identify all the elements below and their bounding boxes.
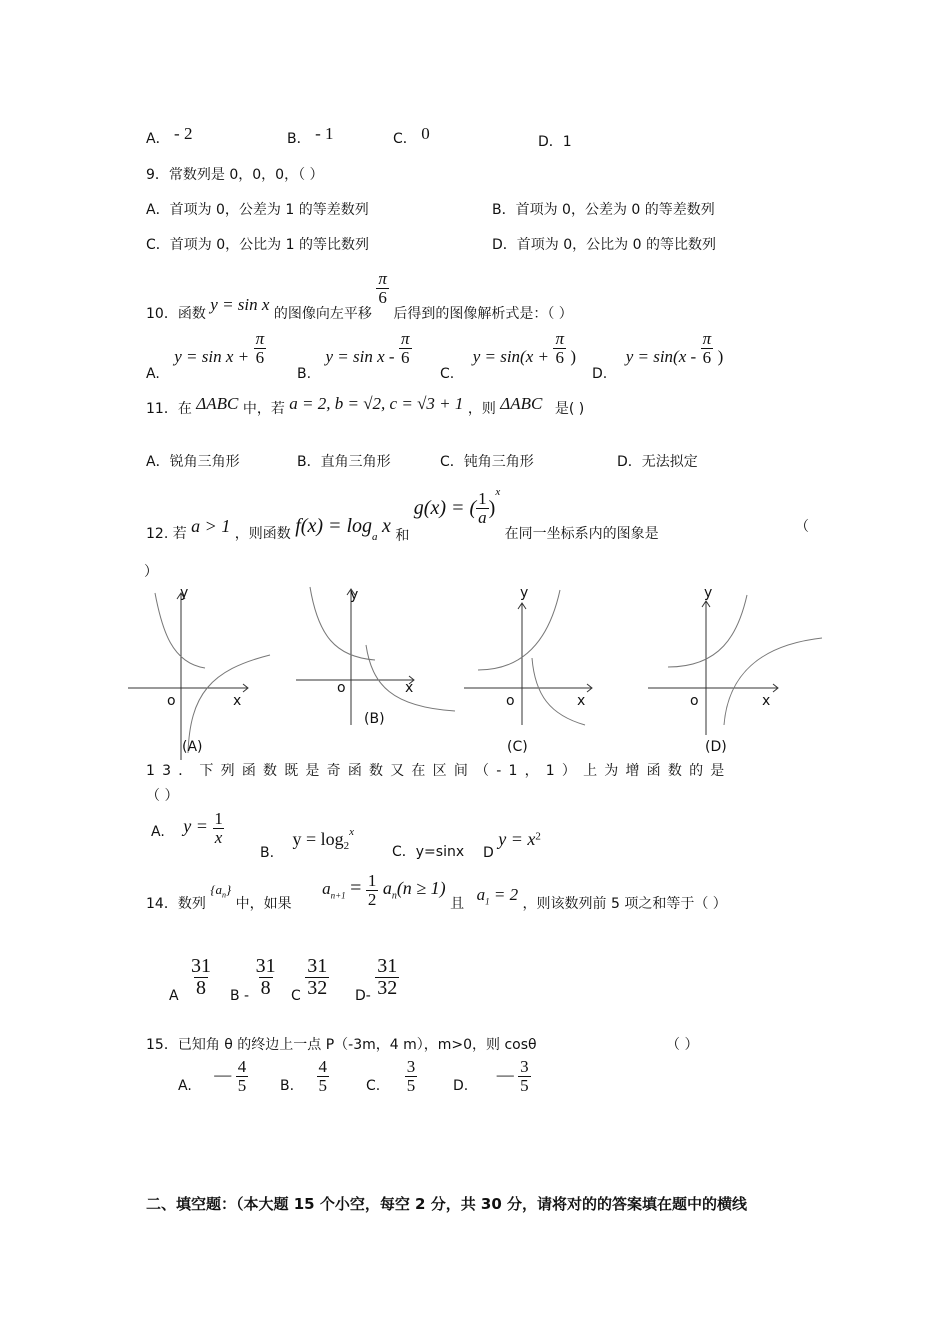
- q14-stem: [146, 871, 727, 915]
- q11-post1: ，则: [467, 401, 496, 417]
- graph-b-y-label: y: [350, 587, 359, 603]
- q10-shift-num: π: [378, 269, 387, 288]
- graph-b-exp-curve: [310, 587, 375, 660]
- graph-c-y-label: y: [520, 585, 529, 601]
- q15-d-num: 3: [520, 1057, 529, 1076]
- q10-shift-den: 6: [378, 287, 387, 307]
- q15-a-sign: —: [214, 1065, 232, 1085]
- q14-rec-rhs: [382, 878, 446, 902]
- q13-paren: （ ）: [146, 788, 179, 804]
- q14-a-num: 31: [191, 955, 212, 977]
- q12-graph-b: [296, 587, 455, 725]
- q14-rec-fraction: [366, 872, 379, 909]
- q14-d-num: 31: [377, 955, 398, 977]
- q14-rec-eq: =: [350, 877, 362, 900]
- q14-b-fraction: [254, 956, 278, 999]
- graph-c-log-curve: [532, 658, 585, 725]
- q8-options: [146, 124, 193, 148]
- q8-option-d: D．1: [538, 134, 572, 150]
- q10-c-expr: y = sin(x +: [472, 347, 549, 367]
- q14-d-den: 32: [377, 977, 398, 999]
- q12-suffix: 在同一坐标系内的图象是: [504, 526, 659, 543]
- q15-d-den: 5: [520, 1075, 529, 1095]
- q8-option-c-value: 0: [421, 124, 430, 143]
- q8-option-b-value: - 1: [315, 124, 334, 143]
- q10-d-fraction: [701, 330, 714, 367]
- q15-b-label: B.: [280, 1078, 295, 1095]
- q13-option-a: [151, 810, 225, 847]
- q10-c-close: ): [570, 347, 577, 367]
- graph-c-origin: o: [506, 693, 515, 709]
- q11-option-a: A．锐角三角形: [146, 454, 240, 470]
- graph-a-origin: o: [167, 693, 176, 709]
- graph-b-caption: (B): [364, 711, 385, 727]
- q8-option-b-label: B．: [287, 131, 311, 147]
- q15-option-d: [453, 1058, 531, 1095]
- q10-d-expr: y = sin(x -: [625, 347, 697, 367]
- q12-middle: ，则函数: [234, 526, 291, 543]
- q11-stem: [146, 394, 585, 417]
- q8-option-b: [287, 124, 334, 148]
- q15-stem: 15．已知角 θ 的终边上一点 P（-3m，4 m），m>0，则 cosθ: [146, 1037, 537, 1053]
- q12-g: g(x) = (: [413, 497, 477, 520]
- q14-c-num: 31: [307, 955, 328, 977]
- q14-option-d: [355, 955, 399, 1004]
- q15-option-b: [280, 1058, 329, 1095]
- q8-option-a-value: - 2: [174, 124, 193, 143]
- q13-stem: 13．下列函数既是奇函数又在区间（-1，1）上为增函数的是: [146, 763, 732, 779]
- q10-d-label: D.: [592, 366, 608, 383]
- q15-option-c: [366, 1058, 417, 1095]
- q8-option-c: [393, 124, 430, 148]
- q10-c-fraction: [553, 330, 566, 367]
- q15-c-fraction: [405, 1058, 418, 1095]
- q14-init-sub: 1: [485, 896, 490, 907]
- q14-seq: [210, 882, 232, 900]
- q12-stem: [146, 484, 659, 545]
- q15-c-den: 5: [406, 1075, 416, 1095]
- q14-rec-den: 2: [367, 889, 377, 909]
- q13-d-label: D: [483, 845, 494, 861]
- graph-a-exp-curve: [155, 593, 205, 668]
- q14-seq-open: {a: [210, 882, 222, 898]
- q14-b-label: B -: [230, 987, 250, 1004]
- q14-b-num: 31: [255, 955, 276, 977]
- q10-b-label: B.: [297, 366, 312, 383]
- q12-graph-d: [648, 595, 822, 735]
- q14-option-b: [230, 955, 278, 1004]
- q11-middle: 中，若: [242, 401, 285, 417]
- q14-rec-rhs-a: a: [382, 878, 392, 899]
- q14-rec-cond: (n ≥ 1): [396, 878, 446, 899]
- q12-condition: a > 1: [191, 516, 231, 537]
- q9-option-a: A．首项为 0，公差为 1 的等差数列: [146, 202, 369, 218]
- graph-d-x-label: x: [762, 693, 771, 709]
- q14-rec-lhs-sub: n+1: [330, 890, 346, 901]
- q10-b-num: π: [401, 329, 410, 348]
- q12-f: f(x) = log: [295, 515, 373, 538]
- q12-paren-open: （: [795, 519, 809, 535]
- q12-graph-c: [464, 590, 592, 725]
- q14-rec-lhs: [322, 879, 346, 901]
- q14-init: [476, 885, 519, 907]
- q12-and: 和: [395, 528, 410, 545]
- q15-c-num: 3: [406, 1057, 416, 1076]
- q14-middle: 中，如果: [235, 896, 292, 913]
- q15-c-label: C.: [366, 1078, 381, 1095]
- graph-b-origin: o: [337, 680, 346, 696]
- q10-a-fraction: [254, 330, 267, 367]
- q14-init-a: a: [476, 885, 486, 905]
- q15-a-den: 5: [237, 1075, 247, 1095]
- graph-d-log-curve: [724, 638, 822, 725]
- q10-shift-fraction: [376, 270, 389, 307]
- q13-a-den: x: [214, 827, 223, 847]
- q15-option-a: [178, 1058, 248, 1095]
- q10-a-num: π: [255, 329, 265, 348]
- q13-option-d: [483, 829, 541, 861]
- q13-b-sup: x: [349, 826, 355, 839]
- q14-a-den: 8: [196, 977, 207, 999]
- graph-d-origin: o: [690, 693, 699, 709]
- q15-a-num: 4: [237, 1057, 247, 1076]
- q10-d-den: 6: [702, 347, 712, 367]
- q12-f-sub: a: [372, 531, 378, 544]
- q10-d-close: ): [717, 347, 724, 367]
- q10-option-d: [592, 329, 724, 383]
- q10-option-b: [297, 329, 412, 383]
- q15-a-label: A.: [178, 1078, 192, 1095]
- q15-paren: （ ）: [666, 1037, 699, 1053]
- q14-rec-lhs-a: a: [322, 879, 331, 899]
- graph-c-caption: (C): [507, 739, 528, 755]
- q14-seq-sub: n: [221, 890, 226, 900]
- q15-b-fraction: [317, 1058, 330, 1095]
- q10-b-fraction: [399, 330, 412, 367]
- q14-c-label: C: [291, 987, 301, 1004]
- q10-d-num: π: [702, 329, 712, 348]
- q13-a-expr: y =: [183, 816, 208, 837]
- q13-d-sup: 2: [535, 830, 541, 843]
- q15-b-den: 5: [318, 1075, 328, 1095]
- q10-c-den: 6: [555, 347, 564, 367]
- q13-b-sub: 2: [343, 839, 350, 852]
- q14-d-fraction: [375, 956, 399, 999]
- q10-a-expr: y = sin x +: [174, 347, 250, 367]
- q13-b-expr: y = log: [292, 829, 344, 849]
- q9-stem: 9．常数列是 0，0，0，（ ）: [146, 167, 324, 183]
- q11-condition: a = 2, b = √2, c = √3 + 1: [289, 394, 464, 413]
- q15-d-sign: —: [496, 1065, 514, 1085]
- q13-a-fraction: [212, 810, 225, 847]
- graph-a-caption: (A): [182, 739, 203, 755]
- q10-suffix: 后得到的图像解析式是：（ ）: [393, 306, 573, 323]
- q14-b-den: 8: [260, 977, 271, 999]
- q13-b-label: B.: [260, 845, 275, 861]
- q10-option-c: [440, 329, 577, 383]
- q14-option-c: [291, 955, 329, 1004]
- q12-g-close: ): [488, 497, 496, 520]
- graph-b-log-curve: [366, 645, 455, 711]
- q10-option-a: [146, 329, 266, 383]
- q14-rec-rhs-sub: n: [391, 890, 397, 902]
- q10-middle: 的图像向左平移: [273, 306, 372, 323]
- q10-c-label: C.: [440, 366, 455, 383]
- q11-option-c: C．钝角三角形: [440, 454, 534, 470]
- q14-suffix: ，则该数列前 5 项之和等于（ ）: [522, 896, 727, 913]
- q14-a-label: A: [169, 987, 179, 1004]
- q9-option-d: D．首项为 0，公比为 0 的等比数列: [492, 237, 716, 253]
- q13-a-label: A.: [151, 824, 165, 841]
- q12-g-den: a: [478, 507, 487, 527]
- q10-b-expr: y = sin x -: [325, 347, 395, 367]
- q15-a-fraction: [236, 1058, 249, 1095]
- q11-triangle-2: ΔABC: [500, 394, 543, 413]
- q12-g-num: 1: [478, 489, 487, 508]
- q14-seq-close: }: [225, 882, 232, 898]
- q10-b-den: 6: [401, 347, 410, 367]
- q8-option-a-label: A．: [146, 131, 170, 147]
- q14-d-label: D-: [355, 987, 371, 1004]
- section-2-title: 二、填空题：（本大题 15 个小空，每空 2 分，共 30 分，请将对的的答案填在题中的横线: [146, 1195, 748, 1213]
- q14-init-val: = 2: [493, 885, 519, 905]
- q12-f-x: x: [382, 515, 391, 538]
- q14-rec-num: 1: [367, 871, 377, 890]
- q11-prefix: 11．在: [146, 401, 192, 417]
- q8-option-c-label: C．: [393, 131, 417, 147]
- q11-triangle: ΔABC: [196, 394, 239, 413]
- q15-d-label: D.: [453, 1078, 469, 1095]
- q14-c-den: 32: [307, 977, 328, 999]
- q12-g-sup: x: [495, 485, 501, 498]
- q14-c-fraction: [305, 956, 329, 999]
- q14-and: 且: [450, 896, 465, 913]
- q12-graphs: [0, 575, 950, 765]
- q10-c-num: π: [555, 329, 564, 348]
- q15-b-num: 4: [318, 1057, 328, 1076]
- q12-graph-a: [128, 593, 270, 760]
- q10-stem: [146, 269, 573, 323]
- graph-c-x-label: x: [577, 693, 586, 709]
- q13-a-num: 1: [214, 809, 223, 828]
- graph-a-x-label: x: [233, 693, 242, 709]
- q13-option-c: C．y=sinx: [392, 844, 465, 860]
- graph-b-x-label: x: [405, 680, 414, 696]
- q11-option-b: B．直角三角形: [297, 454, 391, 470]
- q14-prefix: 14．数列: [146, 896, 206, 913]
- graph-d-caption: (D): [705, 739, 727, 755]
- q12-paren-close: ）: [144, 564, 158, 580]
- q10-a-den: 6: [255, 347, 265, 367]
- q15-d-fraction: [518, 1058, 531, 1095]
- q14-option-a: [169, 955, 213, 1004]
- q9-option-b: B．首项为 0，公差为 0 的等差数列: [492, 202, 715, 218]
- q12-g-fraction: [476, 490, 489, 527]
- q10-function: y = sin x: [210, 295, 270, 315]
- graph-a-y-label: y: [180, 585, 189, 601]
- q11-post2: 是( ): [554, 401, 585, 417]
- q12-prefix: 12. 若: [146, 526, 187, 543]
- q10-a-label: A.: [146, 366, 160, 383]
- q14-a-fraction: [189, 956, 213, 999]
- graph-c-exp-curve: [478, 590, 560, 670]
- q13-d-expr: y = x: [498, 829, 536, 849]
- graph-d-exp-curve: [668, 595, 747, 667]
- q11-option-d: D．无法拟定: [617, 454, 698, 470]
- graph-d-y-label: y: [704, 585, 713, 601]
- q13-option-b: [260, 826, 355, 861]
- q9-option-c: C．首项为 0，公比为 1 的等比数列: [146, 237, 369, 253]
- q10-prefix: 10．函数: [146, 306, 206, 323]
